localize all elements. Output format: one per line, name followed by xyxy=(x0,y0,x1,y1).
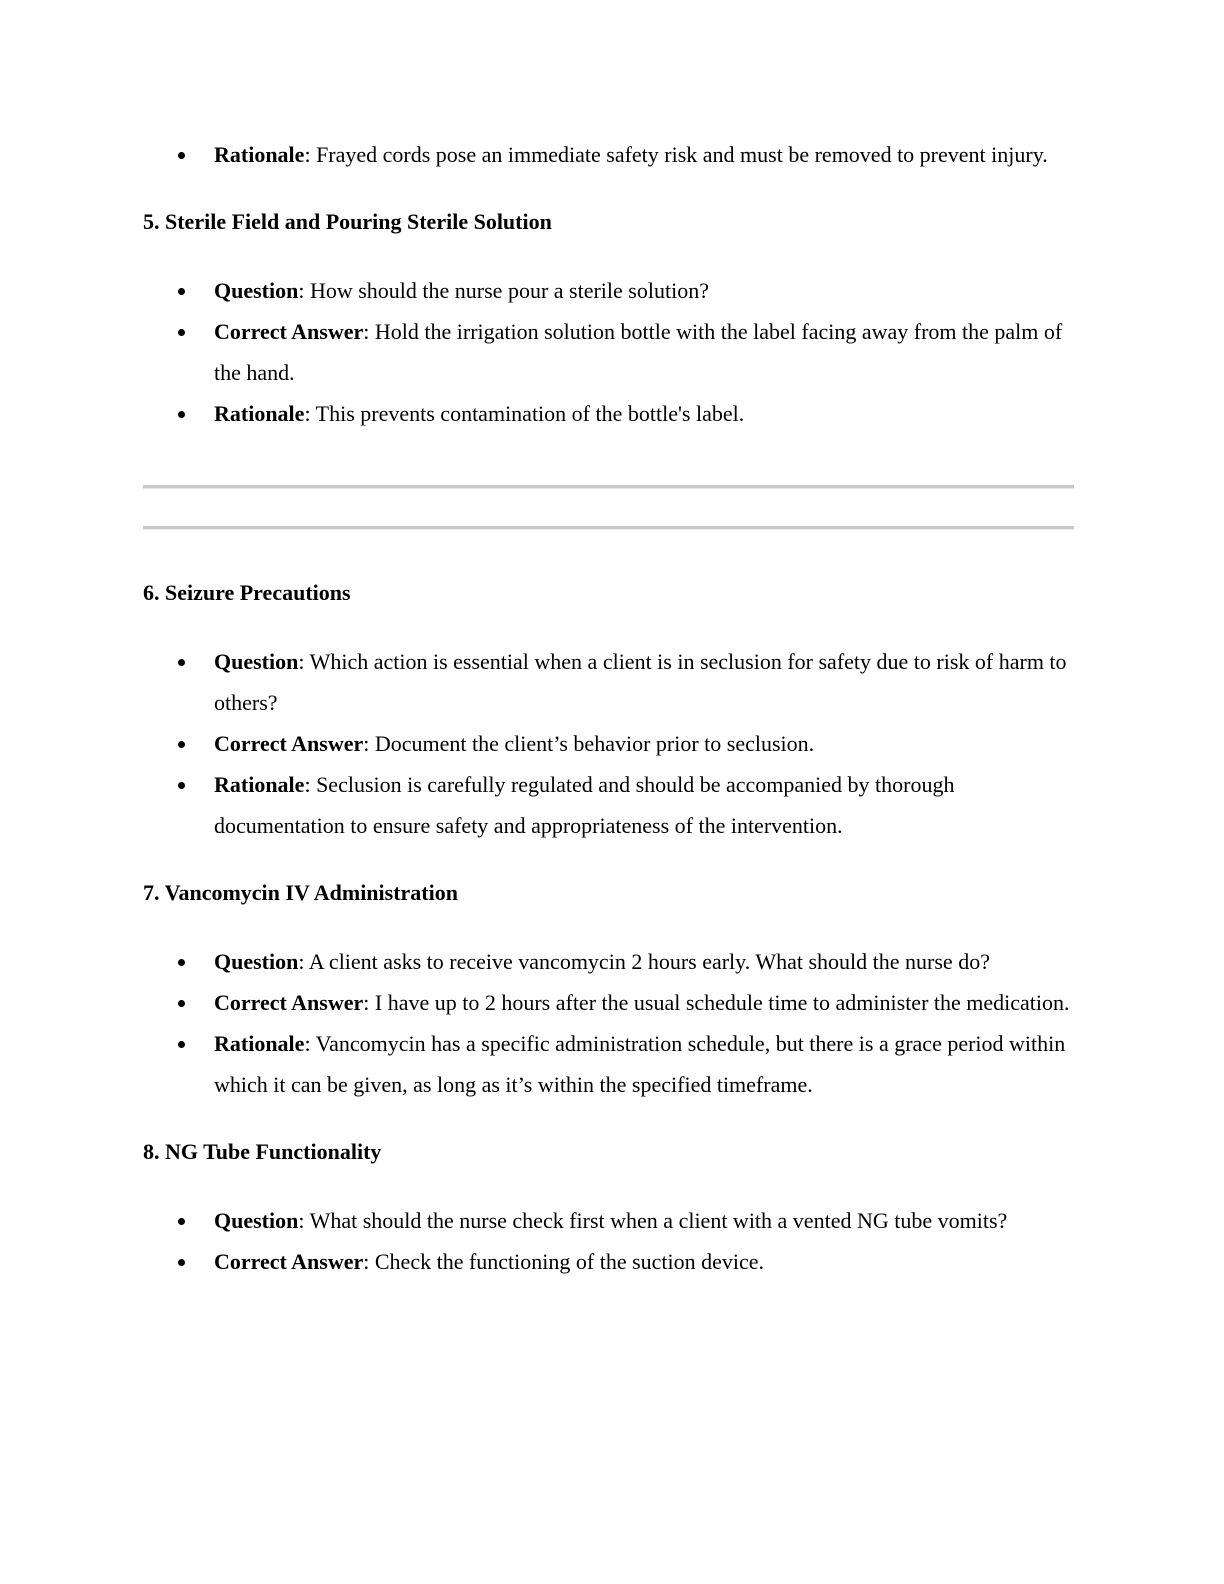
item-text: : How should the nurse pour a sterile solution? xyxy=(298,278,709,303)
item-lead: Rationale xyxy=(214,772,305,797)
item-text: : What should the nurse check first when a client with a vented NG tube vomits? xyxy=(298,1208,1008,1233)
item-lead: Question xyxy=(214,1208,299,1233)
item-text: : Seclusion is carefully regulated and should be accompanied by thorough documentation to ensure safety and appropriateness of the intervention. xyxy=(214,772,955,838)
list-item xyxy=(143,641,1074,723)
section-list xyxy=(143,941,1074,1105)
section-heading: 5. Sterile Field and Pouring Sterile Solution xyxy=(143,209,552,234)
item-text: : Vancomycin has a specific administration schedule, but there is a grace period within which it can be given, as long as it’s within the specified timeframe. xyxy=(214,1031,1066,1097)
list-item xyxy=(143,1241,1074,1282)
item-text: : This prevents contamination of the bottle's label. xyxy=(304,401,745,426)
item-text: : Check the functioning of the suction device. xyxy=(363,1249,765,1274)
list-item xyxy=(143,764,1074,846)
item-lead: Question xyxy=(214,649,299,674)
item-text: : Frayed cords pose an immediate safety risk and must be removed to prevent injury. xyxy=(304,142,1048,167)
list-item xyxy=(143,1023,1074,1105)
list-item xyxy=(143,982,1074,1023)
section-list xyxy=(143,641,1074,846)
item-lead: Rationale xyxy=(214,401,305,426)
item-lead: Correct Answer xyxy=(214,990,364,1015)
section-heading: 8. NG Tube Functionality xyxy=(143,1139,382,1164)
list-item xyxy=(143,134,1074,175)
item-lead: Rationale xyxy=(214,1031,305,1056)
list-item xyxy=(143,723,1074,764)
item-text: : Hold the irrigation solution bottle with the label facing away from the palm of the hand. xyxy=(214,319,1063,385)
list-item xyxy=(143,270,1074,311)
list-item xyxy=(143,393,1074,434)
item-text: : I have up to 2 hours after the usual schedule time to administer the medication. xyxy=(363,990,1070,1015)
item-text: : A client asks to receive vancomycin 2 hours early. What should the nurse do? xyxy=(298,949,990,974)
item-lead: Question xyxy=(214,949,299,974)
list-item xyxy=(143,311,1074,393)
horizontal-rule xyxy=(143,526,1074,530)
item-lead: Correct Answer xyxy=(214,731,364,756)
item-lead: Rationale xyxy=(214,142,305,167)
carryover-list xyxy=(143,134,1074,175)
section-list xyxy=(143,270,1074,434)
list-item xyxy=(143,941,1074,982)
item-lead: Correct Answer xyxy=(214,319,364,344)
section-list xyxy=(143,1200,1074,1282)
item-text: : Document the client’s behavior prior to seclusion. xyxy=(363,731,815,756)
list-item xyxy=(143,1200,1074,1241)
item-lead: Correct Answer xyxy=(214,1249,364,1274)
horizontal-rule xyxy=(143,485,1074,489)
item-text: : Which action is essential when a client is in seclusion for safety due to risk of harm to others? xyxy=(214,649,1067,715)
section-heading: 6. Seizure Precautions xyxy=(143,580,351,605)
item-lead: Question xyxy=(214,278,299,303)
section-heading: 7. Vancomycin IV Administration xyxy=(143,880,458,905)
